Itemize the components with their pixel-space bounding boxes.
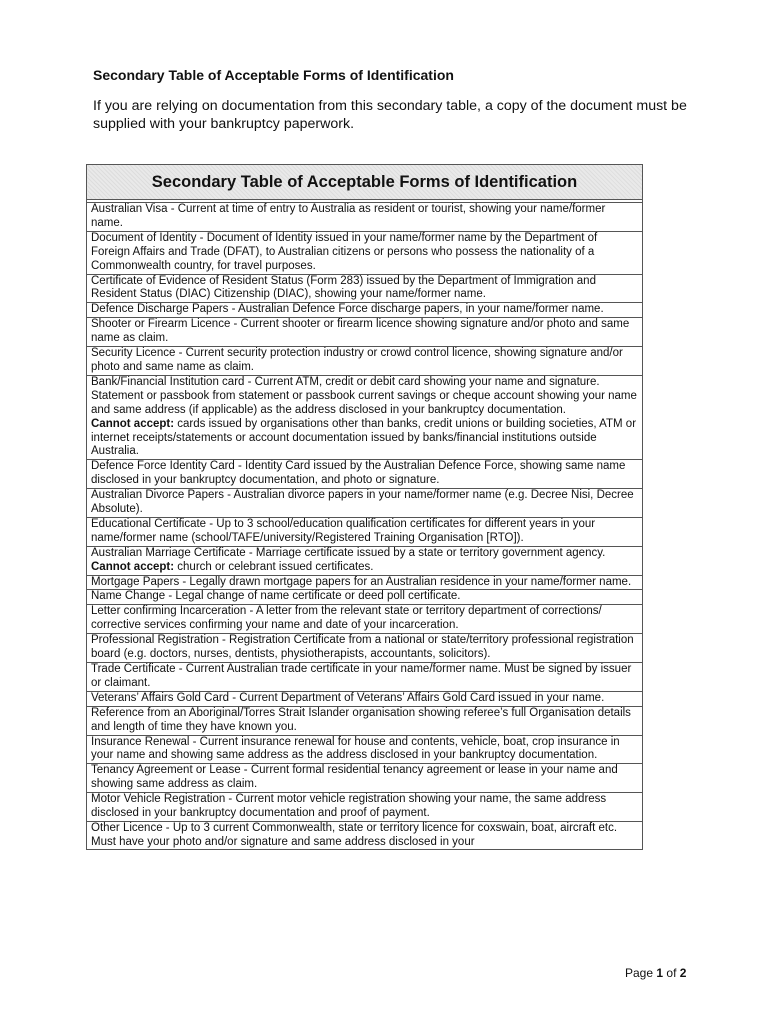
table-row: [87, 347, 643, 376]
table-cell: [87, 347, 643, 376]
table-cell: [87, 546, 643, 575]
table-row: [87, 546, 643, 575]
table-row: [87, 605, 643, 634]
page-current: 1: [656, 966, 664, 980]
page-word: Page: [625, 966, 654, 980]
document-heading: Secondary Table of Acceptable Forms of Identification: [93, 67, 454, 83]
cannot-accept-text: church or celebrant issued certificates.: [174, 560, 374, 573]
table-cell: [87, 663, 643, 692]
table-row: [87, 231, 643, 274]
row-text: Australian Divorce Papers - Australian divorce papers in your name/former name (e.g. Decree Nisi, Decree Absolute).: [91, 489, 634, 516]
row-text: Letter confirming Incarceration - A letter from the relevant state or territory department of corrections/ corrective services confirming your name and date of your incarceration.: [91, 605, 602, 632]
table-row: [87, 663, 643, 692]
page-number: [625, 966, 686, 980]
cannot-accept-label: Cannot accept:: [91, 417, 175, 430]
page-total: 2: [679, 966, 687, 980]
table-cell: [87, 575, 643, 590]
table-row: [87, 274, 643, 303]
table-row: [87, 303, 643, 318]
table-cell: [87, 203, 643, 232]
row-text: Veterans’ Affairs Gold Card - Current Department of Veterans’ Affairs Gold Card issued in your name.: [91, 691, 605, 704]
table-cell: [87, 375, 643, 459]
cannot-accept-text: cards issued by organisations other than banks, credit unions or building societies, ATM or internet receipts/statements or account documentation issued by banks/financial institutions outside Australia.: [91, 417, 637, 458]
table-row: [87, 634, 643, 663]
table-cell: [87, 318, 643, 347]
table-cell: [87, 489, 643, 518]
table-cell: [87, 706, 643, 735]
row-text: Australian Visa - Current at time of entry to Australia as resident or tourist, showing your name/former name.: [91, 203, 606, 229]
table-row: [87, 691, 643, 706]
row-text: Trade Certificate - Current Australian trade certificate in your name/former name. Must be signed by issuer or claimant.: [91, 663, 632, 689]
row-text: Defence Discharge Papers - Australian Defence Force discharge papers, in your name/former name.: [91, 303, 604, 316]
row-text: Name Change - Legal change of name certificate or deed poll certificate.: [91, 590, 461, 603]
table-header-row: [87, 165, 643, 200]
table-cell: [87, 735, 643, 764]
table-row: [87, 706, 643, 735]
row-text: Shooter or Firearm Licence - Current shooter or firearm licence showing signature and/or photo and same name as claim.: [91, 318, 630, 345]
row-text: Document of Identity - Document of Identity issued in your name/former name by the Department of Foreign Affairs and Trade (DFAT), to Australian citizens or persons who possess the nationality of a Commonwealth country, for travel purposes.: [91, 231, 598, 272]
table-row: [87, 735, 643, 764]
table-cell: [87, 634, 643, 663]
page-of: of: [666, 966, 677, 980]
table-row: [87, 575, 643, 590]
row-text: Other Licence - Up to 3 current Commonwealth, state or territory licence for coxswain, boat, aircraft etc. Must have your photo and/or signature and same address disclosed in your: [91, 821, 618, 848]
table-cell: [87, 231, 643, 274]
table-cell: [87, 793, 643, 822]
row-text: Certificate of Evidence of Resident Status (Form 283) issued by the Department of Immigration and Resident Status (DIAC) Citizenship (DIAC), showing your name/former name.: [91, 274, 596, 301]
table-cell: [87, 764, 643, 793]
identification-table: [86, 164, 643, 850]
table-row: [87, 318, 643, 347]
row-text: Bank/Financial Institution card - Current ATM, credit or debit card showing your name and signature. Statement or passbook from statement or passbook current savings or cheque account showing your name and same address (if applicable) as the address disclosed in your bankruptcy documentation.: [91, 375, 637, 416]
table-row: [87, 375, 643, 459]
table-row: [87, 517, 643, 546]
table-row: [87, 590, 643, 605]
row-text: Professional Registration - Registration Certificate from a national or state/territory professional registration board (e.g. doctors, nurses, dentists, physiotherapists, accountants, solicitors).: [91, 634, 634, 661]
table-cell: [87, 517, 643, 546]
table-cell: [87, 821, 643, 849]
table-cell: [87, 460, 643, 489]
table-cell: [87, 691, 643, 706]
intro-paragraph: If you are relying on documentation from this secondary table, a copy of the document must be supplied with your bankruptcy paperwork.: [93, 98, 687, 132]
table-cell: [87, 303, 643, 318]
table-row: [87, 460, 643, 489]
row-text: Defence Force Identity Card - Identity Card issued by the Australian Defence Force, showing same name disclosed in your bankruptcy documentation, and photo or signature.: [91, 460, 626, 487]
table-cell: [87, 605, 643, 634]
row-text: Australian Marriage Certificate - Marriage certificate issued by a state or territory government agency.: [91, 546, 606, 559]
table-cell: [87, 590, 643, 605]
table-row: [87, 203, 643, 232]
row-text: Security Licence - Current security protection industry or crowd control licence, showing signature and/or photo and same name as claim.: [91, 347, 623, 373]
table-row: [87, 489, 643, 518]
cannot-accept-label: Cannot accept:: [91, 560, 175, 573]
row-text: Tenancy Agreement or Lease - Current formal residential tenancy agreement or lease in your name and showing same address as claim.: [91, 764, 618, 791]
table-row: [87, 764, 643, 793]
table-row: [87, 821, 643, 849]
row-text: Motor Vehicle Registration - Current motor vehicle registration showing your name, the same address disclosed in your bankruptcy documentation and proof of payment.: [91, 793, 607, 820]
table-cell: [87, 274, 643, 303]
table-title: Secondary Table of Acceptable Forms of Identification: [87, 165, 643, 200]
row-text: Mortgage Papers - Legally drawn mortgage papers for an Australian residence in your name/former name.: [91, 575, 632, 588]
table-row: [87, 793, 643, 822]
row-text: Insurance Renewal - Current insurance renewal for house and contents, vehicle, boat, crop insurance in your name and showing same address as the address disclosed in your bankruptcy documentation.: [91, 735, 620, 762]
row-text: Educational Certificate - Up to 3 school/education qualification certificates for different years in your name/former name (school/TAFE/university/Registered Training Organisation [RTO]).: [91, 517, 596, 544]
row-text: Reference from an Aboriginal/Torres Strait Islander organisation showing referee’s full Organisation details and length of time they have known you.: [91, 706, 631, 733]
